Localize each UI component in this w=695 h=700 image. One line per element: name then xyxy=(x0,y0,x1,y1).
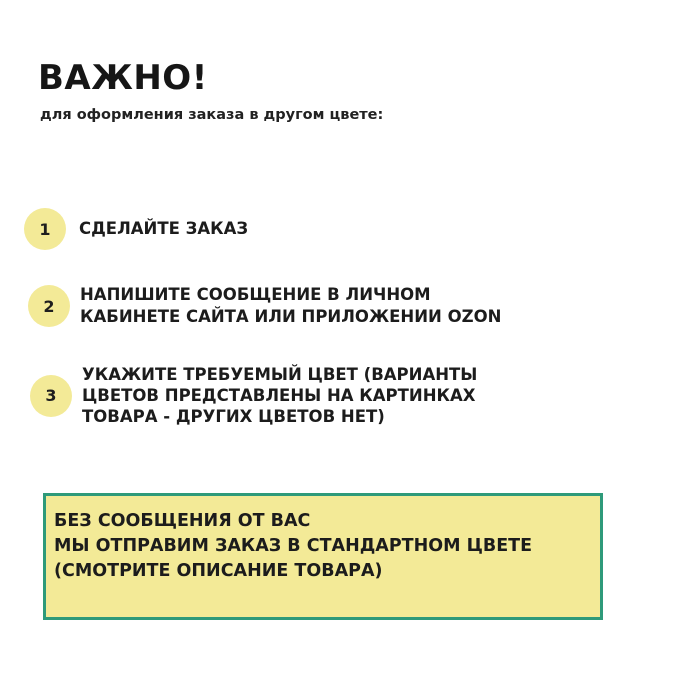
step-text-line: ТОВАРА - ДРУГИХ ЦВЕТОВ НЕТ) xyxy=(82,407,385,426)
step-text-line: ЦВЕТОВ ПРЕДСТАВЛЕНЫ НА КАРТИНКАХ xyxy=(82,386,476,405)
page-title: ВАЖНО! xyxy=(38,58,208,98)
step-text-line: СДЕЛАЙТЕ ЗАКАЗ xyxy=(79,219,249,238)
step-text-line: НАПИШИТЕ СООБЩЕНИЕ В ЛИЧНОМ xyxy=(80,285,431,304)
step-number-badge: 2 xyxy=(28,285,70,327)
notice-line: МЫ ОТПРАВИМ ЗАКАЗ В СТАНДАРТНОМ ЦВЕТЕ xyxy=(54,536,533,556)
step-2 xyxy=(28,284,501,328)
notice-box xyxy=(43,493,603,620)
step-number-badge: 1 xyxy=(24,208,66,250)
step-text xyxy=(82,364,477,427)
page-subtitle: для оформления заказа в другом цвете: xyxy=(40,107,384,123)
step-number-badge: 3 xyxy=(30,375,72,417)
notice-line: (СМОТРИТЕ ОПИСАНИЕ ТОВАРА) xyxy=(54,561,383,581)
step-text xyxy=(80,284,501,328)
step-text-line: УКАЖИТЕ ТРЕБУЕМЫЙ ЦВЕТ (ВАРИАНТЫ xyxy=(82,365,478,384)
step-1 xyxy=(24,208,248,250)
step-text-line: КАБИНЕТЕ САЙТА ИЛИ ПРИЛОЖЕНИИ OZON xyxy=(80,307,502,326)
step-3 xyxy=(30,364,477,427)
step-text xyxy=(79,218,248,240)
notice-line: БЕЗ СООБЩЕНИЯ ОТ ВАС xyxy=(54,511,311,531)
